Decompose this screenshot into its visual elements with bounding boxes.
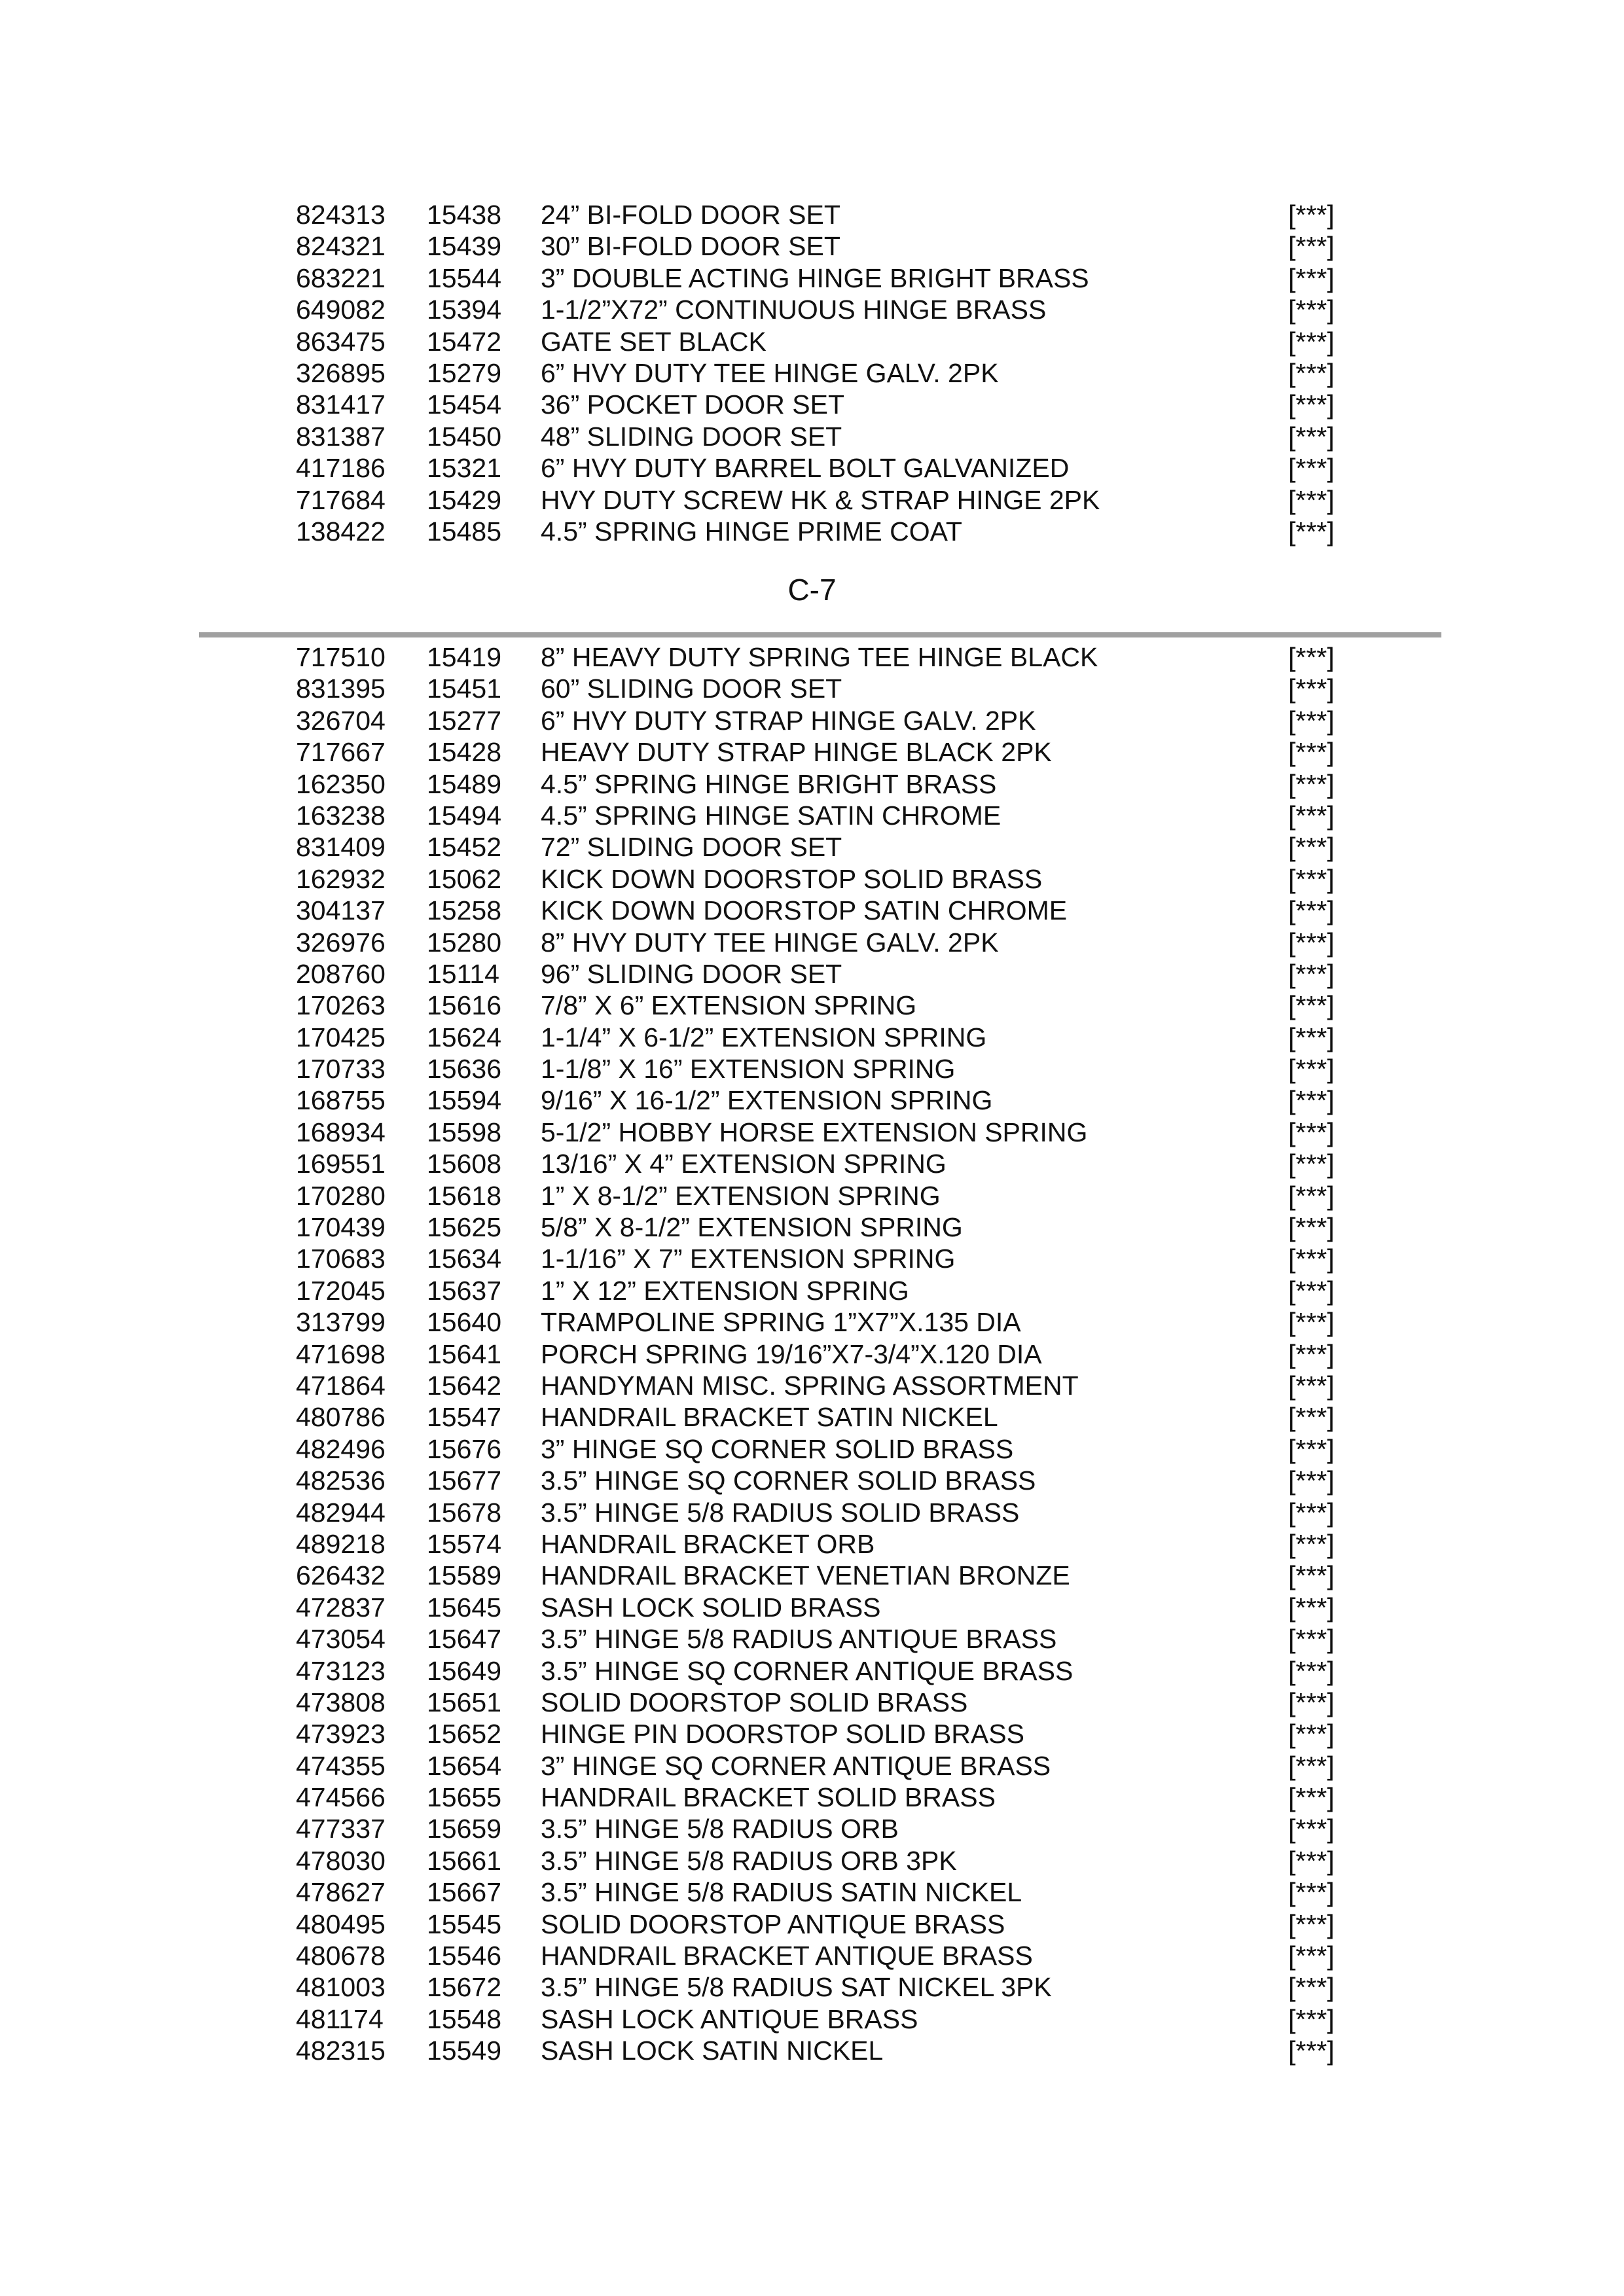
sku-number: 15450 — [427, 421, 502, 452]
item-number: 824321 — [296, 231, 386, 262]
price-redacted: [***] — [1288, 453, 1335, 484]
item-number: 168755 — [296, 1085, 386, 1116]
price-redacted: [***] — [1288, 1719, 1335, 1749]
sku-number: 15589 — [427, 1560, 502, 1591]
item-description: 1-1/8” X 16” EXTENSION SPRING — [541, 1054, 956, 1085]
sku-number: 15451 — [427, 673, 502, 704]
page-divider — [199, 632, 1441, 637]
item-description: 7/8” X 6” EXTENSION SPRING — [541, 990, 917, 1021]
price-redacted: [***] — [1288, 1560, 1335, 1591]
sku-number: 15642 — [427, 1370, 502, 1401]
price-redacted: [***] — [1288, 927, 1335, 958]
sku-number: 15545 — [427, 1909, 502, 1939]
item-description: SASH LOCK SOLID BRASS — [541, 1592, 881, 1623]
item-number: 473123 — [296, 1655, 386, 1686]
table-row — [0, 1211, 1624, 1243]
price-redacted: [***] — [1288, 389, 1335, 420]
price-redacted: [***] — [1288, 1909, 1335, 1939]
table-row — [0, 389, 1624, 420]
sku-number: 15489 — [427, 768, 502, 799]
item-number: 170733 — [296, 1054, 386, 1085]
price-redacted: [***] — [1288, 1275, 1335, 1306]
item-number: 831409 — [296, 832, 386, 863]
item-number: 480495 — [296, 1909, 386, 1939]
price-redacted: [***] — [1288, 1022, 1335, 1052]
sku-number: 15608 — [427, 1149, 502, 1179]
table-row — [0, 199, 1624, 230]
sku-number: 15677 — [427, 1465, 502, 1496]
product-list-top — [0, 199, 1624, 547]
sku-number: 15452 — [427, 832, 502, 863]
item-description: 3.5” HINGE 5/8 RADIUS SATIN NICKEL — [541, 1877, 1022, 1908]
price-redacted: [***] — [1288, 1180, 1335, 1211]
table-row — [0, 1940, 1624, 1971]
item-number: 481003 — [296, 1972, 386, 2003]
sku-number: 15548 — [427, 2003, 502, 2034]
price-redacted: [***] — [1288, 737, 1335, 768]
sku-number: 15544 — [427, 262, 502, 293]
sku-number: 15258 — [427, 895, 502, 926]
item-number: 831395 — [296, 673, 386, 704]
product-list-bottom — [0, 641, 1624, 2067]
item-description: 30” BI-FOLD DOOR SET — [541, 231, 840, 262]
sku-number: 15678 — [427, 1497, 502, 1528]
price-redacted: [***] — [1288, 1244, 1335, 1274]
item-description: SOLID DOORSTOP SOLID BRASS — [541, 1687, 968, 1717]
item-description: 13/16” X 4” EXTENSION SPRING — [541, 1149, 947, 1179]
sku-number: 15641 — [427, 1338, 502, 1369]
sku-number: 15594 — [427, 1085, 502, 1116]
price-redacted: [***] — [1288, 326, 1335, 357]
table-row — [0, 262, 1624, 294]
item-description: 4.5” SPRING HINGE SATIN CHROME — [541, 800, 1001, 831]
sku-number: 15321 — [427, 453, 502, 484]
table-row — [0, 1306, 1624, 1338]
item-number: 326704 — [296, 705, 386, 736]
sku-number: 15549 — [427, 2036, 502, 2066]
item-description: HANDRAIL BRACKET SOLID BRASS — [541, 1782, 996, 1813]
table-row — [0, 484, 1624, 516]
item-description: 3.5” HINGE 5/8 RADIUS ORB — [541, 1814, 899, 1844]
price-redacted: [***] — [1288, 1370, 1335, 1401]
sku-number: 15485 — [427, 516, 502, 547]
table-row — [0, 927, 1624, 958]
table-row — [0, 1560, 1624, 1591]
price-redacted: [***] — [1288, 2003, 1335, 2034]
item-description: 96” SLIDING DOOR SET — [541, 958, 842, 989]
sku-number: 15062 — [427, 863, 502, 894]
item-number: 480678 — [296, 1941, 386, 1971]
table-row — [0, 831, 1624, 863]
item-number: 474566 — [296, 1782, 386, 1813]
price-redacted: [***] — [1288, 421, 1335, 452]
item-number: 863475 — [296, 326, 386, 357]
item-description: 4.5” SPRING HINGE PRIME COAT — [541, 516, 962, 547]
price-redacted: [***] — [1288, 2036, 1335, 2066]
sku-number: 15472 — [427, 326, 502, 357]
table-row — [0, 421, 1624, 452]
item-number: 471864 — [296, 1370, 386, 1401]
sku-number: 15640 — [427, 1307, 502, 1338]
item-description: 9/16” X 16-1/2” EXTENSION SPRING — [541, 1085, 993, 1116]
price-redacted: [***] — [1288, 1212, 1335, 1243]
table-row — [0, 1528, 1624, 1560]
price-redacted: [***] — [1288, 1845, 1335, 1876]
price-redacted: [***] — [1288, 958, 1335, 989]
item-number: 170280 — [296, 1180, 386, 1211]
sku-number: 15394 — [427, 295, 502, 325]
item-description: 3” HINGE SQ CORNER ANTIQUE BRASS — [541, 1750, 1051, 1781]
item-description: 3.5” HINGE SQ CORNER ANTIQUE BRASS — [541, 1655, 1074, 1686]
item-description: HINGE PIN DOORSTOP SOLID BRASS — [541, 1719, 1024, 1749]
table-row — [0, 1022, 1624, 1053]
sku-number: 15652 — [427, 1719, 502, 1749]
table-row — [0, 800, 1624, 831]
sku-number: 15280 — [427, 927, 502, 958]
item-number: 831387 — [296, 421, 386, 452]
item-number: 478627 — [296, 1877, 386, 1908]
item-description: 3.5” HINGE 5/8 RADIUS SAT NICKEL 3PK — [541, 1972, 1052, 2003]
item-number: 326895 — [296, 357, 386, 388]
sku-number: 15439 — [427, 231, 502, 262]
price-redacted: [***] — [1288, 1117, 1335, 1147]
price-redacted: [***] — [1288, 990, 1335, 1021]
item-description: HEAVY DUTY STRAP HINGE BLACK 2PK — [541, 737, 1052, 768]
price-redacted: [***] — [1288, 262, 1335, 293]
item-number: 482315 — [296, 2036, 386, 2066]
price-redacted: [***] — [1288, 1338, 1335, 1369]
price-redacted: [***] — [1288, 1814, 1335, 1844]
sku-number: 15428 — [427, 737, 502, 768]
table-row — [0, 1718, 1624, 1749]
table-row — [0, 2035, 1624, 2066]
item-description: SASH LOCK ANTIQUE BRASS — [541, 2003, 918, 2034]
table-row — [0, 1845, 1624, 1876]
table-row — [0, 230, 1624, 262]
item-description: PORCH SPRING 19/16”X7-3/4”X.120 DIA — [541, 1338, 1042, 1369]
item-description: 4.5” SPRING HINGE BRIGHT BRASS — [541, 768, 997, 799]
item-number: 649082 — [296, 295, 386, 325]
price-redacted: [***] — [1288, 1433, 1335, 1464]
table-row — [0, 516, 1624, 547]
item-description: HANDRAIL BRACKET SATIN NICKEL — [541, 1402, 998, 1433]
item-number: 313799 — [296, 1307, 386, 1338]
sku-number: 15654 — [427, 1750, 502, 1781]
price-redacted: [***] — [1288, 1497, 1335, 1528]
item-description: HANDYMAN MISC. SPRING ASSORTMENT — [541, 1370, 1079, 1401]
item-number: 482536 — [296, 1465, 386, 1496]
table-row — [0, 1876, 1624, 1908]
table-row — [0, 1687, 1624, 1718]
item-description: 5/8” X 8-1/2” EXTENSION SPRING — [541, 1212, 963, 1243]
table-row — [0, 1592, 1624, 1623]
item-number: 683221 — [296, 262, 386, 293]
price-redacted: [***] — [1288, 832, 1335, 863]
item-number: 168934 — [296, 1117, 386, 1147]
table-row — [0, 1465, 1624, 1496]
sku-number: 15667 — [427, 1877, 502, 1908]
sku-number: 15598 — [427, 1117, 502, 1147]
sku-number: 15279 — [427, 357, 502, 388]
price-redacted: [***] — [1288, 800, 1335, 831]
table-row — [0, 1117, 1624, 1148]
table-row — [0, 1370, 1624, 1401]
sku-number: 15625 — [427, 1212, 502, 1243]
item-number: 172045 — [296, 1275, 386, 1306]
item-number: 163238 — [296, 800, 386, 831]
table-row — [0, 1971, 1624, 2003]
item-number: 482496 — [296, 1433, 386, 1464]
table-row — [0, 641, 1624, 673]
item-number: 169551 — [296, 1149, 386, 1179]
price-redacted: [***] — [1288, 1592, 1335, 1623]
item-description: 8” HEAVY DUTY SPRING TEE HINGE BLACK — [541, 642, 1098, 672]
item-description: KICK DOWN DOORSTOP SATIN CHROME — [541, 895, 1068, 926]
item-number: 481174 — [296, 2003, 384, 2034]
item-description: 36” POCKET DOOR SET — [541, 389, 845, 420]
table-row — [0, 1782, 1624, 1813]
table-row — [0, 294, 1624, 325]
sku-number: 15645 — [427, 1592, 502, 1623]
item-number: 717667 — [296, 737, 386, 768]
price-redacted: [***] — [1288, 295, 1335, 325]
price-redacted: [***] — [1288, 357, 1335, 388]
item-number: 717510 — [296, 642, 386, 672]
price-redacted: [***] — [1288, 705, 1335, 736]
sku-number: 15419 — [427, 642, 502, 672]
price-redacted: [***] — [1288, 863, 1335, 894]
item-description: 48” SLIDING DOOR SET — [541, 421, 842, 452]
item-description: KICK DOWN DOORSTOP SOLID BRASS — [541, 863, 1043, 894]
table-row — [0, 1243, 1624, 1274]
table-row — [0, 1497, 1624, 1528]
table-row — [0, 1813, 1624, 1844]
item-description: 1” X 12” EXTENSION SPRING — [541, 1275, 909, 1306]
item-description: 8” HVY DUTY TEE HINGE GALV. 2PK — [541, 927, 999, 958]
sku-number: 15616 — [427, 990, 502, 1021]
item-description: 1-1/16” X 7” EXTENSION SPRING — [541, 1244, 956, 1274]
item-description: TRAMPOLINE SPRING 1”X7”X.135 DIA — [541, 1307, 1021, 1338]
item-number: 474355 — [296, 1750, 386, 1781]
table-row — [0, 1909, 1624, 1940]
table-row — [0, 1433, 1624, 1465]
sku-number: 15636 — [427, 1054, 502, 1085]
table-row — [0, 1275, 1624, 1306]
item-number: 482944 — [296, 1497, 386, 1528]
sku-number: 15659 — [427, 1814, 502, 1844]
table-row — [0, 1623, 1624, 1655]
price-redacted: [***] — [1288, 642, 1335, 672]
item-description: 6” HVY DUTY TEE HINGE GALV. 2PK — [541, 357, 999, 388]
price-redacted: [***] — [1288, 1941, 1335, 1971]
sku-number: 15618 — [427, 1180, 502, 1211]
sku-number: 15676 — [427, 1433, 502, 1464]
price-redacted: [***] — [1288, 1307, 1335, 1338]
item-number: 478030 — [296, 1845, 386, 1876]
item-description: 3” DOUBLE ACTING HINGE BRIGHT BRASS — [541, 262, 1089, 293]
item-description: 5-1/2” HOBBY HORSE EXTENSION SPRING — [541, 1117, 1088, 1147]
table-row — [0, 1750, 1624, 1782]
item-number: 473923 — [296, 1719, 386, 1749]
sku-number: 15438 — [427, 200, 502, 230]
table-row — [0, 1148, 1624, 1179]
price-redacted: [***] — [1288, 1465, 1335, 1496]
sku-number: 15277 — [427, 705, 502, 736]
table-row — [0, 736, 1624, 768]
table-row — [0, 452, 1624, 484]
item-number: 473808 — [296, 1687, 386, 1717]
item-number: 162932 — [296, 863, 386, 894]
price-redacted: [***] — [1288, 231, 1335, 262]
item-description: 6” HVY DUTY STRAP HINGE GALV. 2PK — [541, 705, 1036, 736]
item-description: HANDRAIL BRACKET VENETIAN BRONZE — [541, 1560, 1070, 1591]
item-description: 1-1/4” X 6-1/2” EXTENSION SPRING — [541, 1022, 987, 1052]
item-number: 326976 — [296, 927, 386, 958]
price-redacted: [***] — [1288, 484, 1335, 515]
table-row — [0, 990, 1624, 1021]
item-description: 3.5” HINGE 5/8 RADIUS ORB 3PK — [541, 1845, 957, 1876]
item-number: 489218 — [296, 1528, 386, 1559]
item-number: 170439 — [296, 1212, 386, 1243]
item-number: 170425 — [296, 1022, 386, 1052]
item-description: 3.5” HINGE SQ CORNER SOLID BRASS — [541, 1465, 1036, 1496]
item-number: 162350 — [296, 768, 386, 799]
item-description: 72” SLIDING DOOR SET — [541, 832, 842, 863]
table-row — [0, 705, 1624, 736]
table-row — [0, 863, 1624, 895]
price-redacted: [***] — [1288, 1687, 1335, 1717]
item-description: SASH LOCK SATIN NICKEL — [541, 2036, 884, 2066]
price-redacted: [***] — [1288, 1624, 1335, 1655]
sku-number: 15547 — [427, 1402, 502, 1433]
item-number: 477337 — [296, 1814, 386, 1844]
table-row — [0, 326, 1624, 357]
sku-number: 15574 — [427, 1528, 502, 1559]
price-redacted: [***] — [1288, 1782, 1335, 1813]
sku-number: 15661 — [427, 1845, 502, 1876]
sku-number: 15546 — [427, 1941, 502, 1971]
sku-number: 15651 — [427, 1687, 502, 1717]
sku-number: 15494 — [427, 800, 502, 831]
sku-number: 15637 — [427, 1275, 502, 1306]
sku-number: 15454 — [427, 389, 502, 420]
price-redacted: [***] — [1288, 768, 1335, 799]
item-number: 170683 — [296, 1244, 386, 1274]
price-redacted: [***] — [1288, 1528, 1335, 1559]
item-description: 60” SLIDING DOOR SET — [541, 673, 842, 704]
item-number: 480786 — [296, 1402, 386, 1433]
item-number: 304137 — [296, 895, 386, 926]
item-number: 471698 — [296, 1338, 386, 1369]
item-number: 473054 — [296, 1624, 386, 1655]
item-description: 6” HVY DUTY BARREL BOLT GALVANIZED — [541, 453, 1070, 484]
price-redacted: [***] — [1288, 1085, 1335, 1116]
table-row — [0, 1655, 1624, 1687]
item-number: 626432 — [296, 1560, 386, 1591]
price-redacted: [***] — [1288, 200, 1335, 230]
sku-number: 15634 — [427, 1244, 502, 1274]
price-redacted: [***] — [1288, 1149, 1335, 1179]
sku-number: 15114 — [427, 958, 499, 989]
item-number: 717684 — [296, 484, 386, 515]
sku-number: 15429 — [427, 484, 502, 515]
item-description: SOLID DOORSTOP ANTIQUE BRASS — [541, 1909, 1005, 1939]
item-description: 24” BI-FOLD DOOR SET — [541, 200, 840, 230]
item-number: 138422 — [296, 516, 386, 547]
page-label: C-7 — [787, 573, 837, 607]
price-redacted: [***] — [1288, 1655, 1335, 1686]
sku-number: 15655 — [427, 1782, 502, 1813]
item-number: 831417 — [296, 389, 386, 420]
table-row — [0, 1338, 1624, 1370]
table-row — [0, 768, 1624, 800]
table-row — [0, 958, 1624, 990]
table-row — [0, 673, 1624, 704]
table-row — [0, 2003, 1624, 2035]
price-redacted: [***] — [1288, 516, 1335, 547]
sku-number: 15672 — [427, 1972, 502, 2003]
item-number: 472837 — [296, 1592, 386, 1623]
item-description: 3” HINGE SQ CORNER SOLID BRASS — [541, 1433, 1014, 1464]
price-redacted: [***] — [1288, 1972, 1335, 2003]
table-row — [0, 895, 1624, 926]
item-description: HANDRAIL BRACKET ANTIQUE BRASS — [541, 1941, 1033, 1971]
table-row — [0, 357, 1624, 389]
item-description: 1-1/2”X72” CONTINUOUS HINGE BRASS — [541, 295, 1047, 325]
item-number: 170263 — [296, 990, 386, 1021]
item-description: 1” X 8-1/2” EXTENSION SPRING — [541, 1180, 941, 1211]
table-row — [0, 1401, 1624, 1433]
item-description: HVY DUTY SCREW HK & STRAP HINGE 2PK — [541, 484, 1100, 515]
sku-number: 15647 — [427, 1624, 502, 1655]
item-description: 3.5” HINGE 5/8 RADIUS ANTIQUE BRASS — [541, 1624, 1057, 1655]
item-description: 3.5” HINGE 5/8 RADIUS SOLID BRASS — [541, 1497, 1020, 1528]
item-number: 417186 — [296, 453, 386, 484]
price-redacted: [***] — [1288, 1054, 1335, 1085]
item-description: GATE SET BLACK — [541, 326, 767, 357]
item-number: 208760 — [296, 958, 386, 989]
table-row — [0, 1085, 1624, 1116]
price-redacted: [***] — [1288, 1877, 1335, 1908]
table-row — [0, 1053, 1624, 1085]
price-redacted: [***] — [1288, 1402, 1335, 1433]
price-redacted: [***] — [1288, 1750, 1335, 1781]
price-redacted: [***] — [1288, 673, 1335, 704]
sku-number: 15649 — [427, 1655, 502, 1686]
table-row — [0, 1180, 1624, 1211]
price-redacted: [***] — [1288, 895, 1335, 926]
sku-number: 15624 — [427, 1022, 502, 1052]
item-number: 824313 — [296, 200, 386, 230]
item-description: HANDRAIL BRACKET ORB — [541, 1528, 875, 1559]
